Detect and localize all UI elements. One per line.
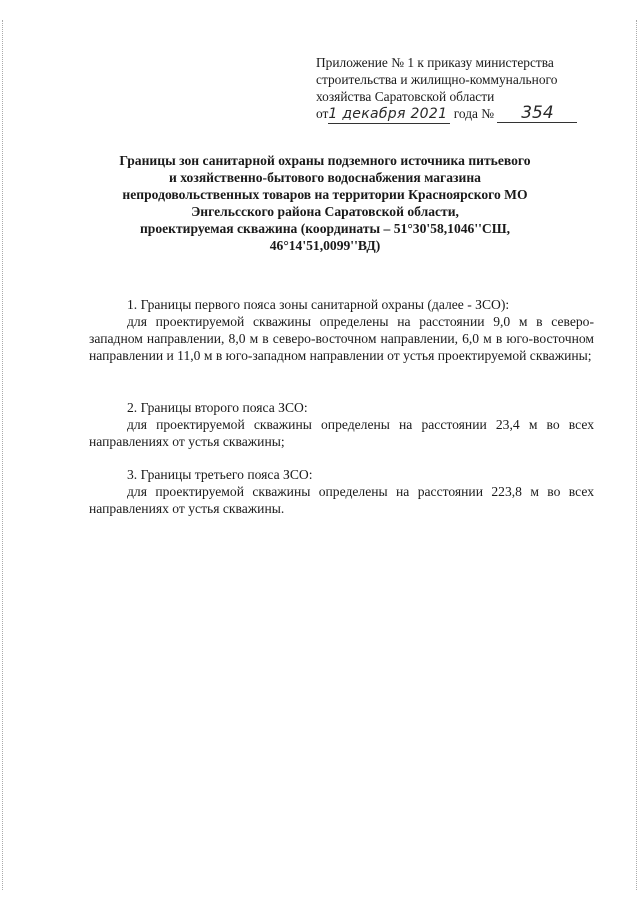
appendix-line: Приложение № 1 к приказу министерства [316, 55, 554, 70]
section-text: для проектируемой скважины определены на расстоянии 9,0 м в северо-западном направлении, 8,0 м в северо-восточном направлении, 6,0 м в юго-восточном направлении и 11,0 м в юго-западном направлении от устья проектируемой скважины; [89, 314, 594, 363]
appendix-date-line [316, 105, 606, 124]
title-line: Границы зон санитарной охраны подземного источника питьевого [119, 153, 531, 168]
handwritten-date: 1 декабря 2021 [328, 106, 450, 124]
appendix-line: хозяйства Саратовской области [316, 89, 495, 104]
title-line: Энгельсского района Саратовской области, [191, 204, 459, 219]
title-line: непродовольственных товаров на территории Красноярского МО [122, 187, 528, 202]
section-heading: 2. Границы второго пояса ЗСО: [127, 400, 308, 415]
title-line: проектируемая скважина (координаты – 51°30'58,1046''СШ, [139, 221, 511, 236]
section-heading: 1. Границы первого пояса зоны санитарной охраны (далее - ЗСО): [127, 297, 510, 312]
section-text: для проектируемой скважины определены на расстоянии 23,4 м во всех направлениях от устья скважины; [89, 417, 594, 449]
section-second-zone [89, 399, 594, 450]
scan-edge [636, 20, 638, 890]
appendix-line: строительства и жилищно-коммунального [316, 72, 558, 87]
section-text: для проектируемой скважины определены на расстоянии 223,8 м во всех направлениях от устья скважины. [89, 484, 594, 516]
section-first-zone [89, 296, 594, 364]
handwritten-number: 354 [497, 105, 577, 123]
section-third-zone [89, 466, 594, 517]
scan-edge [2, 20, 4, 890]
section-heading: 3. Границы третьего пояса ЗСО: [127, 467, 313, 482]
year-label: года № [453, 106, 495, 121]
title-line: и хозяйственно-бытового водоснабжения магазина [169, 170, 481, 185]
document-title [90, 152, 560, 254]
appendix-header [316, 54, 606, 124]
title-line: 46°14'51,0099''ВД) [269, 238, 381, 253]
from-label: от [316, 106, 329, 121]
